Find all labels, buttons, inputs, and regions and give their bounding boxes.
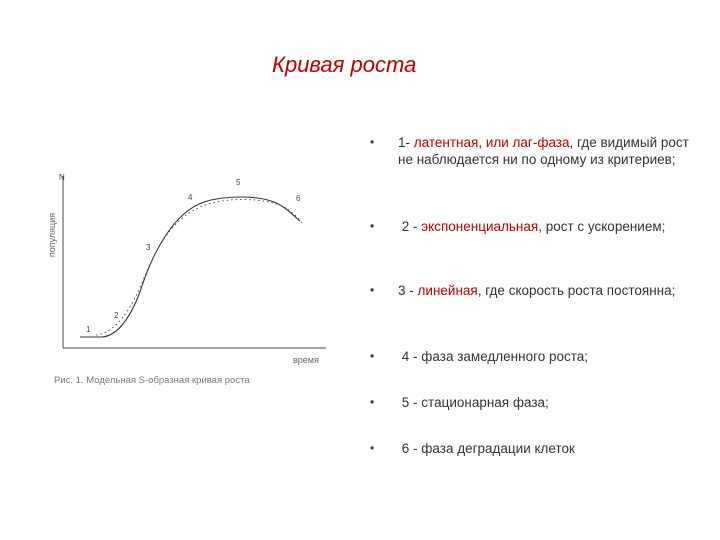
phase-marker-1: 1 [86, 325, 91, 334]
slide-title: Кривая роста [272, 52, 417, 77]
growth-curve-figure [36, 168, 336, 398]
bullet: • [370, 441, 375, 455]
bullet: • [370, 395, 375, 409]
phase-term: линейная [417, 283, 478, 298]
growth-curve [80, 197, 300, 337]
phase-marker-5: 5 [236, 178, 241, 187]
phase-marker-4: 4 [188, 193, 193, 202]
phase-text: 2 - экспоненциальная, рост с ускорением; [401, 219, 666, 234]
phase-text: 1- латентная, или лаг-фаза, где видимый рост не наблюдается ни по одному из критериев; [398, 135, 689, 167]
growth-curve-diagram [36, 168, 336, 398]
bullet: • [370, 283, 375, 297]
phase-text: 3 - линейная, где скорость роста постоянна; [398, 283, 676, 298]
phase-marker-2: 2 [114, 311, 119, 320]
bullet: • [370, 135, 375, 149]
x-axis-label: время [293, 355, 319, 365]
phase-marker-6: 6 [296, 194, 301, 203]
phase-text: 6 - фаза деградации клеток [401, 441, 575, 456]
dotted-curve [96, 199, 302, 335]
y-axis-label: популяция [47, 212, 57, 258]
figure-caption: Рис. 1. Модельная S-образная кривая роста [54, 375, 250, 386]
bullet: • [370, 349, 375, 363]
phase-text: 5 - стационарная фаза; [401, 395, 549, 410]
phase-term: латентная, или лаг-фаза [413, 135, 570, 150]
y-axis-top-label: N [59, 173, 65, 182]
bullet: • [370, 219, 375, 233]
phase-marker-3: 3 [146, 243, 151, 252]
phase-term: экспоненциальная [421, 219, 539, 234]
phase-text: 4 - фаза замедленного роста; [401, 349, 589, 364]
